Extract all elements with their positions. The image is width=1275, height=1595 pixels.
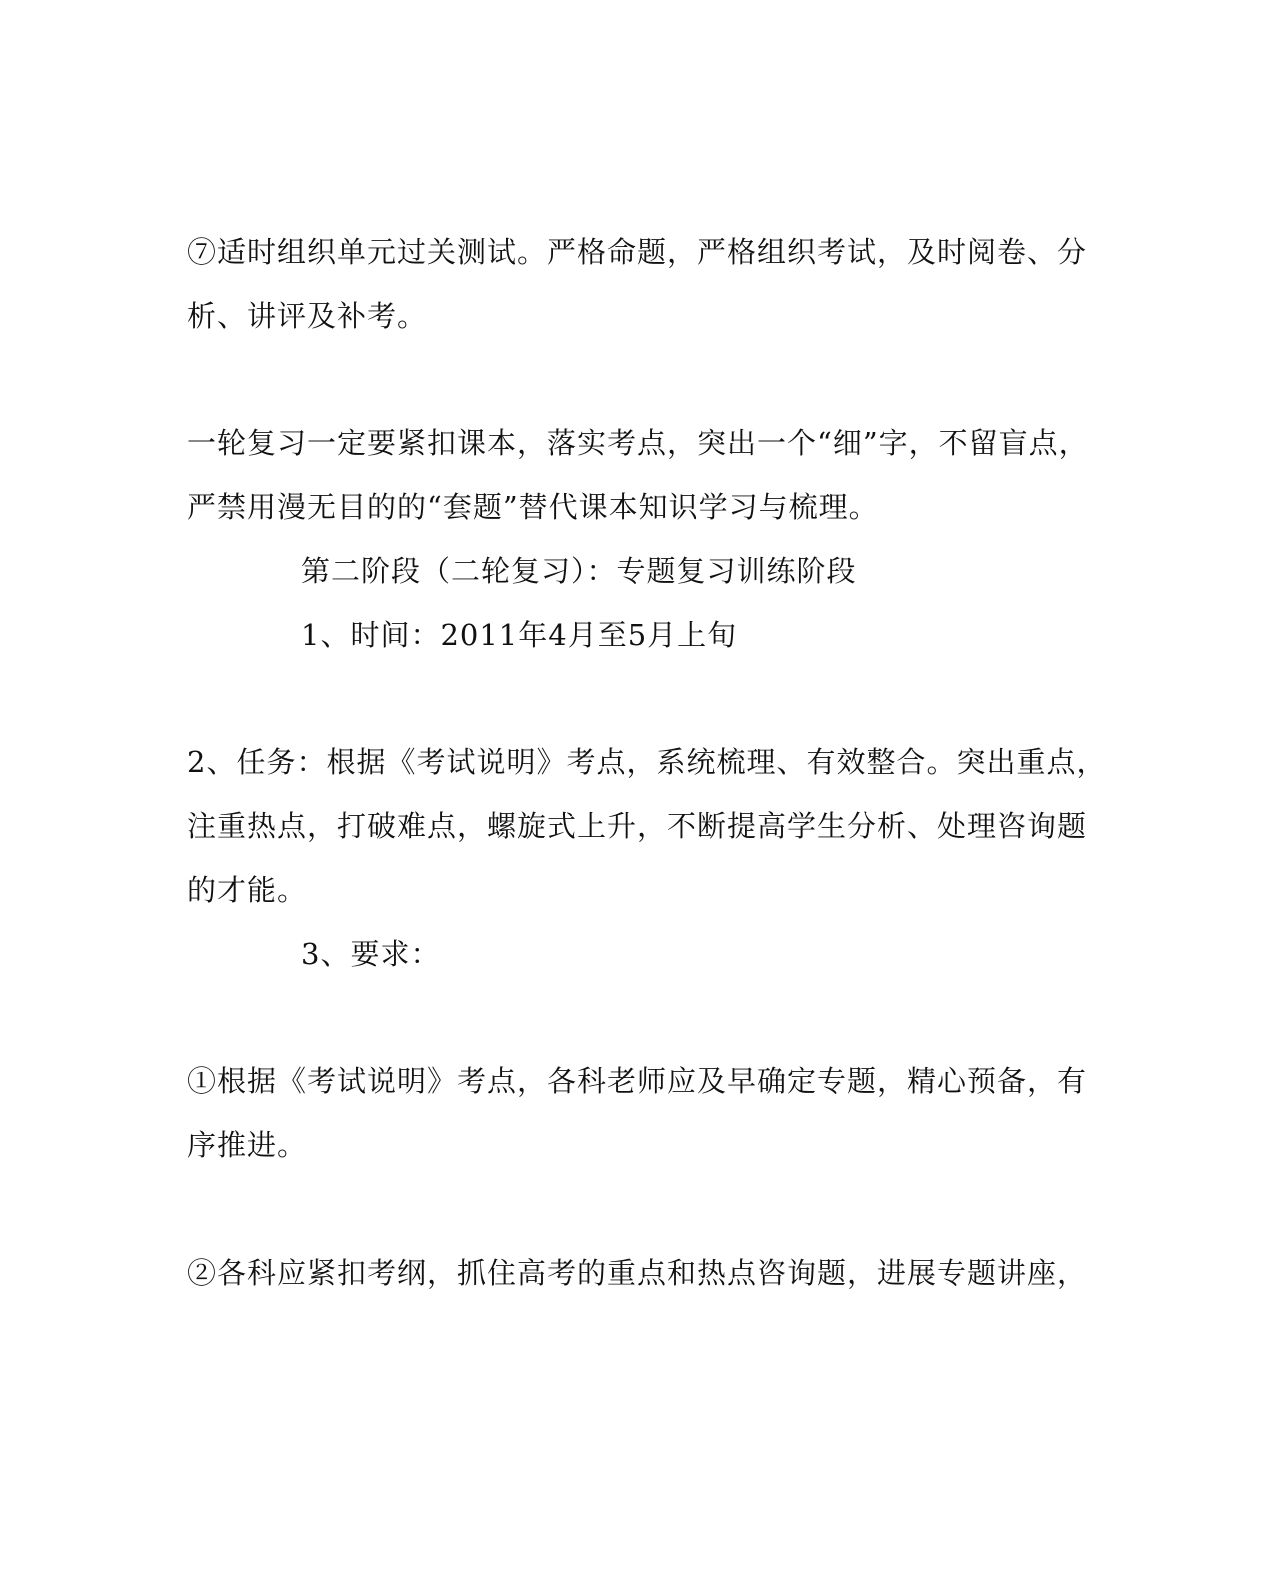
text-line: ⑦适时组织单元过关测试。严格命题，严格组织考试，及时阅卷、分 — [187, 235, 1088, 269]
text-line: 1、时间：2011年4月至5月上旬 — [301, 618, 738, 652]
section-heading: 第二阶段（二轮复习）：专题复习训练阶段 — [301, 554, 857, 588]
text-line: 的才能。 — [187, 873, 308, 907]
text-line: 序推进。 — [187, 1128, 308, 1162]
text-line: ②各科应紧扣考纲，抓住高考的重点和热点咨询题，进展专题讲座， — [187, 1256, 1088, 1290]
text-line: 严禁用漫无目的的“套题”替代课本知识学习与梳理。 — [187, 490, 879, 524]
text-line: 2、任务：根据《考试说明》考点，系统梳理、有效整合。突出重点， — [187, 745, 1107, 779]
text-line: 注重热点，打破难点，螺旋式上升，不断提高学生分析、处理咨询题 — [187, 809, 1088, 843]
text-line: 一轮复习一定要紧扣课本，落实考点，突出一个“细”字，不留盲点， — [187, 426, 1089, 460]
text-line: 析、讲评及补考。 — [187, 299, 428, 333]
text-line: ①根据《考试说明》考点，各科老师应及早确定专题，精心预备，有 — [187, 1064, 1088, 1098]
text-line: 3、要求： — [301, 937, 441, 971]
